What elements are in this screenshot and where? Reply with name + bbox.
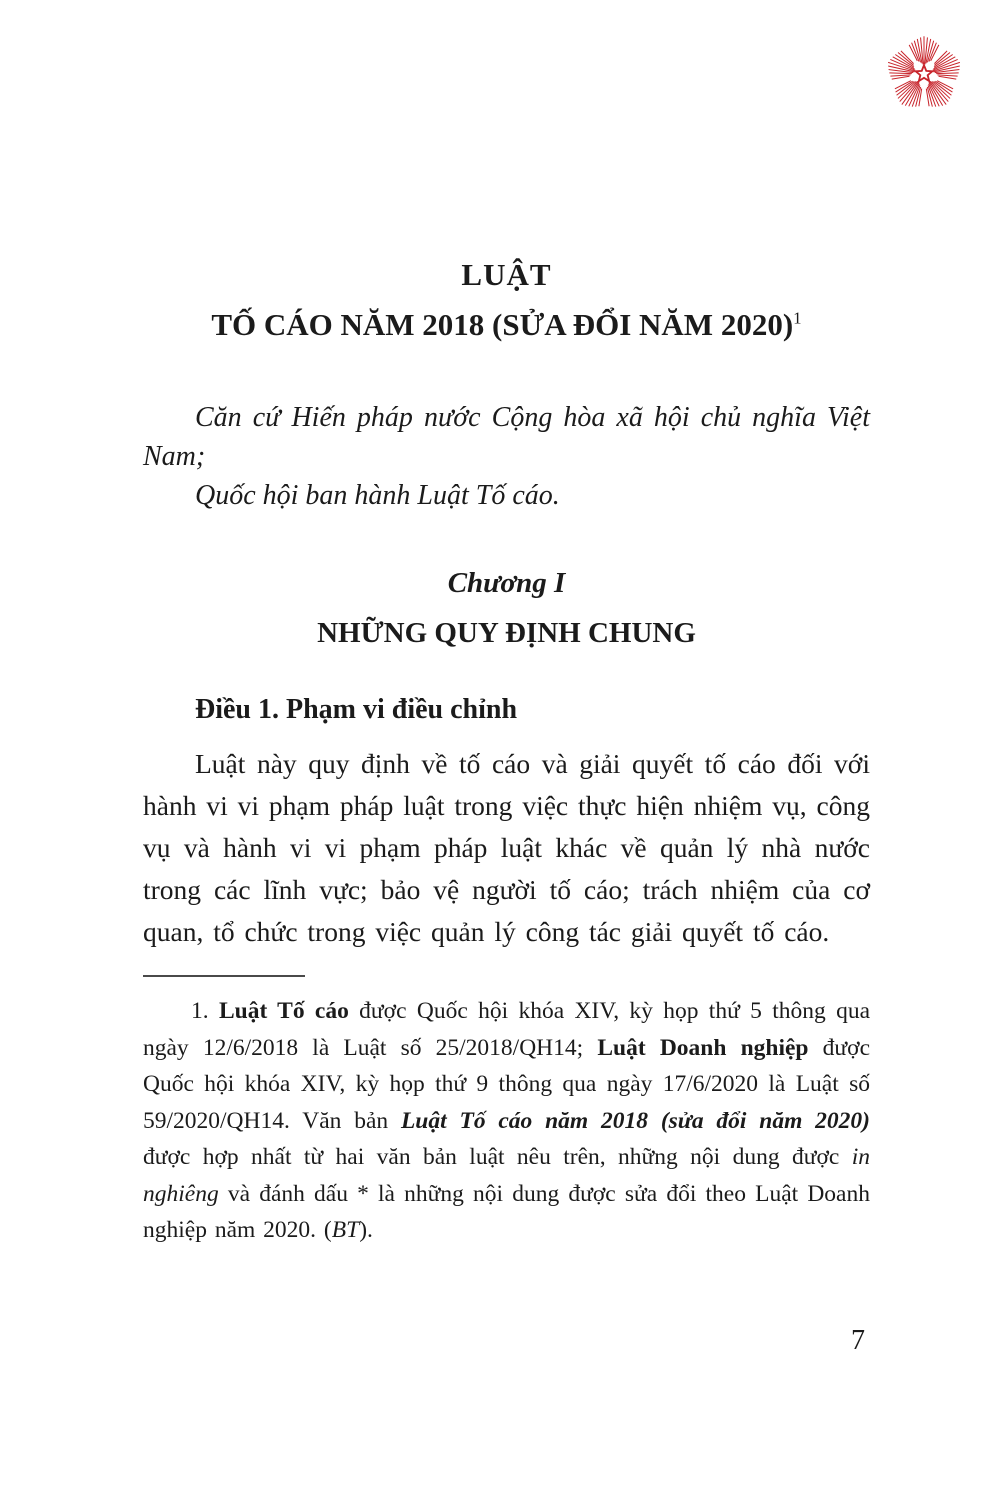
publisher-starburst-logo-icon (878, 28, 970, 120)
law-title-line2 (143, 308, 870, 342)
page-number: 7 (851, 1325, 865, 1356)
law-title-text: TỐ CÁO NĂM 2018 (SỬA ĐỔI NĂM 2020) (211, 307, 794, 343)
starburst-icon (878, 28, 970, 120)
footnote-text: 1. Luật Tố cáo được Quốc hội khóa XIV, kỳ họp thứ 5 thông qua ngày 12/6/2018 là Luật số 25/2018/QH14; Luật Doanh nghiệp được Quốc hội khóa XIV, kỳ họp thứ 9 thông qua ngày 17/6/2020 là Luật số 59/2020/QH14. Văn bản Luật Tố cáo năm 2018 (sửa đổi năm 2020) được hợp nhất từ hai văn bản luật nêu trên, những nội dung được in nghiêng và đánh dấu * là những nội dung được sửa đổi theo Luật Doanh nghiệp năm 2020. (BT). (143, 998, 871, 1244)
article-1-body: Luật này quy định về tố cáo và giải quyết tố cáo đối với hành vi vi phạm pháp luật trong việc thực hiện nhiệm vụ, công vụ và hành vi vi phạm pháp luật khác về quản lý nhà nước trong các lĩnh vực; bảo vệ người tố cáo; trách nhiệm của cơ quan, tổ chức trong việc quản lý công tác giải quyết tố cáo. (143, 748, 870, 948)
preamble-enactment-line: Quốc hội ban hành Luật Tố cáo. (195, 480, 560, 512)
preamble (143, 398, 870, 515)
law-title-line1: LUẬT (461, 257, 552, 292)
preamble-constitution-line: Căn cứ Hiến pháp nước Cộng hòa xã hội chủ nghĩa Việt Nam; (143, 402, 870, 473)
chapter-title: NHỮNG QUY ĐỊNH CHUNG (317, 617, 696, 650)
starburst-lines (888, 36, 960, 106)
footnote-reference-marker: 1 (793, 308, 802, 328)
chapter-label: Chương I (447, 567, 566, 600)
footnote-separator-rule (143, 975, 305, 977)
article-1-heading: Điều 1. Phạm vi điều chỉnh (195, 694, 518, 726)
